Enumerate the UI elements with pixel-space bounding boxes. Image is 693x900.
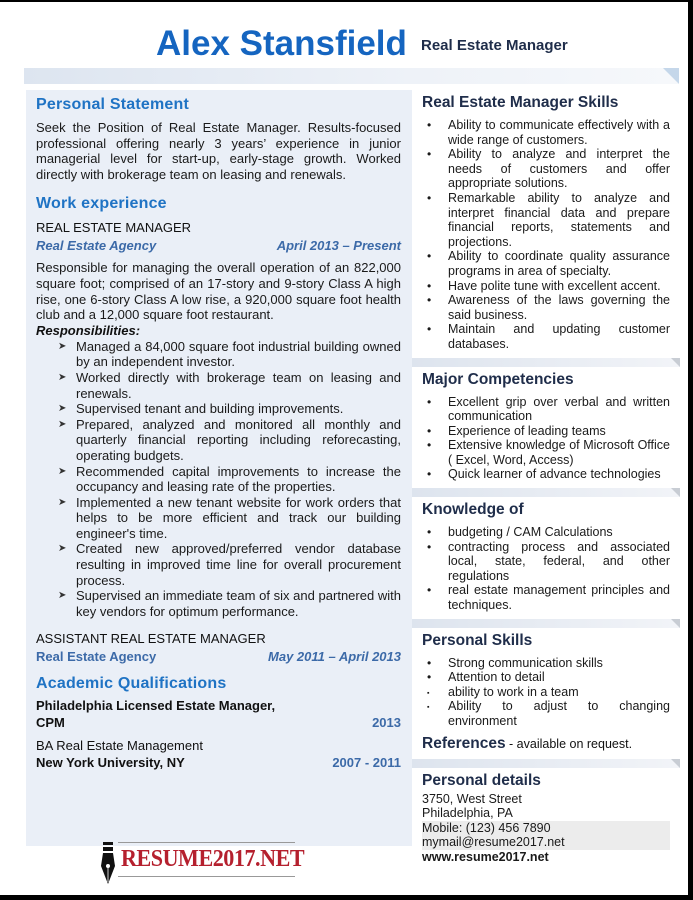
resume2017-logo [100, 840, 305, 882]
job-company: Real Estate Agency [36, 238, 157, 254]
job-subheader [36, 236, 401, 256]
section-title: Major Competencies [422, 370, 574, 388]
section-title: Real Estate Manager Skills [422, 94, 619, 111]
section-divider [412, 759, 680, 768]
website-link[interactable]: www.resume2017.net [422, 849, 549, 864]
list-item: • Excellent grip over verbal and written communication [448, 395, 670, 424]
references-title: References [422, 734, 506, 752]
arrow-bullet-icon: ➤ [58, 371, 67, 383]
list-item: • Ability to analyze and interpret the needs of customers and offer appropriate solutions. [448, 147, 670, 191]
section-title: Personal Statement [36, 96, 189, 113]
resume-header [0, 2, 688, 68]
section-divider [412, 619, 680, 628]
job-position: REAL ESTATE MANAGER [36, 220, 192, 236]
list-item: • Quick learner of advance technologies [448, 467, 670, 482]
knowledge-list [422, 525, 670, 613]
left-column [26, 90, 412, 846]
list-item: • Awareness of the laws governing the said business. [448, 293, 670, 322]
right-column [412, 90, 680, 871]
education-line: New York University, NY 2007 - 2011 [36, 755, 401, 771]
education-year: 2007 - 2011 [332, 755, 401, 771]
section-divider [412, 488, 680, 497]
job-company: Real Estate Agency [36, 649, 157, 665]
work-experience-section [36, 195, 401, 667]
personal-skills-list [422, 656, 670, 729]
section-title: Work experience [36, 195, 167, 213]
knowledge-section [412, 497, 680, 619]
competencies-list [422, 395, 670, 483]
list-item: ➤ Managed a 84,000 square foot industrial building owned by an independent investor. [58, 338, 401, 370]
responsibilities-list [36, 339, 401, 620]
academic-section [36, 675, 401, 771]
list-item: • Maintain and updating customer databases. [448, 322, 670, 351]
job-subheader [36, 647, 401, 667]
skills-list [422, 118, 670, 352]
education-line: BA Real Estate Management [36, 738, 203, 754]
references-text: - available on request. [505, 736, 633, 751]
arrow-bullet-icon: ➤ [58, 496, 67, 508]
arrow-bullet-icon: ➤ [58, 340, 67, 352]
section-title: Academic Qualifications [36, 675, 227, 693]
skills-section [412, 90, 680, 358]
arrow-bullet-icon: ➤ [58, 465, 67, 477]
list-item: • Have polite tune with excellent accent. [448, 279, 670, 294]
job-summary: Responsible for managing the overall operation of an 822,000 square foot; comprised of an 17-story and 9-story Class A high rise, one 6-story Class A low rise, a 920,000 square foot health club and a 12,000 square foot restaurant. [36, 260, 401, 323]
list-item: ➤ Supervised tenant and building improvements. [58, 401, 344, 417]
list-item: ➤ Worked directly with brokerage team on leasing and renewals. [58, 369, 401, 401]
list-item: • budgeting / CAM Calculations [448, 525, 670, 540]
resume-page [0, 2, 688, 895]
logo-bottom-rule [118, 876, 295, 877]
list-item: ➤ Recommended capital improvements to increase the occupancy and leasing rate of the properties. [58, 463, 401, 495]
list-item: ▪ Ability to adjust to changing environment [448, 699, 670, 728]
email-address[interactable]: mymail@resume2017.net [422, 835, 670, 850]
job-dates: May 2011 – April 2013 [268, 649, 401, 665]
education-entry [36, 737, 401, 771]
list-item: • real estate management principles and techniques. [448, 583, 670, 612]
fountain-pen-icon [100, 842, 116, 886]
arrow-bullet-icon: ➤ [58, 418, 67, 430]
address-line-1: 3750, West Street [422, 791, 522, 806]
education-line: Philadelphia Licensed Estate Manager, [36, 698, 276, 714]
education-entry [36, 697, 401, 731]
list-item: ➤ Implemented a new tenant website for work orders that helps to be more efficient and track our building engineer's time. [58, 494, 401, 541]
list-item: • Ability to communicate effectively with a wide range of customers. [448, 118, 670, 147]
personal-details-section [412, 768, 680, 871]
logo-text: RESUME2017.NET [121, 846, 305, 872]
section-divider [412, 358, 680, 367]
logo-top-rule [118, 842, 295, 843]
list-item: • Attention to detail [448, 670, 670, 685]
personal-details [422, 792, 670, 865]
personal-statement-section [36, 96, 401, 182]
list-item: • Ability to coordinate quality assurance programs in area of specialty. [448, 249, 670, 278]
header-divider-bar [24, 68, 678, 84]
section-title: Knowledge of [422, 501, 524, 519]
list-item: ➤ Supervised an immediate team of six and partnered with key vendors for optimum performance. [58, 588, 401, 619]
list-item: • Strong communication skills [448, 656, 670, 671]
section-title: Personal details [422, 771, 541, 789]
list-item: • Experience of leading teams [448, 424, 670, 439]
education-line: CPM 2013 [36, 715, 401, 731]
list-item: • Extensive knowledge of Microsoft Office ( Excel, Word, Access) [448, 438, 670, 467]
arrow-bullet-icon: ➤ [58, 403, 67, 415]
personal-skills-section [412, 628, 680, 759]
education-year: 2013 [372, 715, 401, 731]
address-line-2: Philadelphia, PA [422, 806, 513, 821]
header-bar-corner [663, 68, 679, 84]
personal-statement-text: Seek the Position of Real Estate Manager. Results-focused professional offering nearly 3 years’ experience in junior managerial level for start-up, early-stage growth. Worked directly with brokerage team on leasing and renewals. [36, 120, 401, 182]
responsibilities-label: Responsibilities: [36, 322, 141, 338]
arrow-bullet-icon: ➤ [58, 543, 67, 555]
list-item: ➤ Prepared, analyzed and monitored all monthly and quarterly financial reporting including reforecasting, operating budgets. [58, 416, 401, 463]
arrow-bullet-icon: ➤ [58, 590, 67, 602]
section-title: Personal Skills [422, 631, 533, 649]
job-position: ASSISTANT REAL ESTATE MANAGER [36, 631, 266, 647]
list-item: • Remarkable ability to analyze and interpret financial data and prepare financial reports, statements and projections. [448, 191, 670, 249]
list-item: ➤ Created new approved/preferred vendor database resulting in improved time line for overall procurement process. [58, 541, 401, 588]
competencies-section [412, 367, 680, 489]
mobile-number: Mobile: (123) 456 7890 [422, 821, 670, 836]
candidate-title: Real Estate Manager [421, 37, 568, 54]
candidate-name: Alex Stansfield [156, 24, 407, 63]
references-line [422, 735, 670, 753]
list-item: • contracting process and associated local, state, federal, and other regulations [448, 540, 670, 584]
list-item: ▪ ability to work in a team [448, 685, 670, 700]
job-dates: April 2013 – Present [276, 238, 401, 254]
